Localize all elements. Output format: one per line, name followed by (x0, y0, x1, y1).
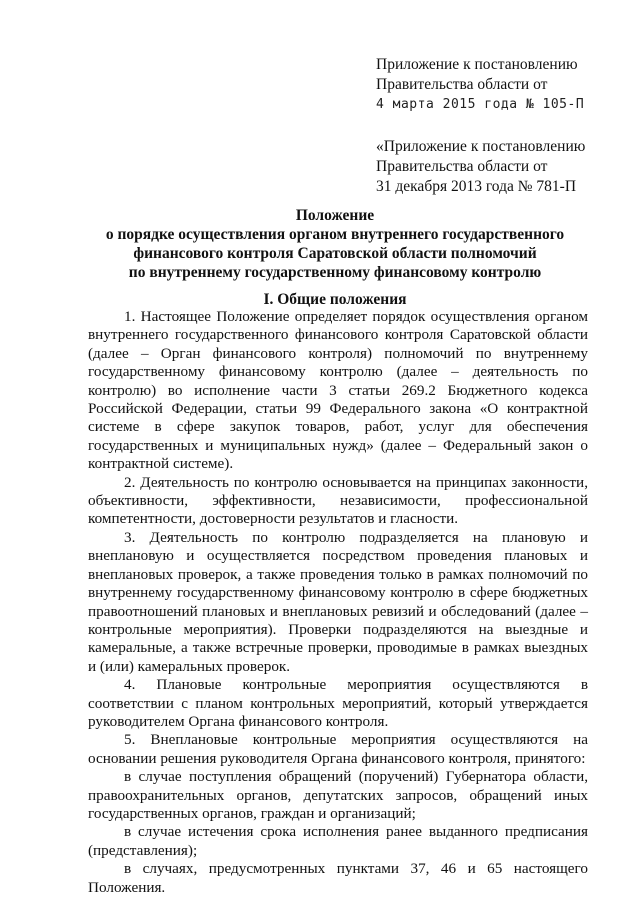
paragraph-5-case-3: в случаях, предусмотренных пунктами 37, 46 и 65 настоящего Положения. (88, 860, 588, 896)
annex-line-1: Приложение к постановлению (376, 56, 578, 73)
paragraph-3: 3. Деятельность по контролю подразделяется на плановую и внеплановую и осуществляется посредством проведения плановых и внеплановых проверок, а также проведения только в рамках полномочий по внутреннему государственному финансовому контролю в сфере бюджетных правоотношений плановых и внеплановых ревизий и обследований (далее – контрольные мероприятия). Проверки подразделяются на выездные и камеральные, а также встречные проверки, проводимые в рамках выездных и (или) камеральных проверок. (88, 528, 588, 675)
annex-header-current (376, 55, 584, 115)
annex-header-original (376, 137, 585, 197)
title-line-1: Положение (295, 207, 375, 224)
paragraph-4: 4. Плановые контрольные мероприятия осуществляются в соответствии с планом контрольных мероприятий, который утверждается руководителем Органа финансового контроля. (88, 676, 588, 730)
paragraph-5: 5. Внеплановые контрольные мероприятия осуществляются на основании решения руководителя Органа финансового контроля, принятого: (88, 731, 588, 767)
title-line-2: о порядке осуществления органом внутреннего государственного (105, 226, 565, 243)
paragraph-2: 2. Деятельность по контролю основывается на принципах законности, объективности, эффективности, независимости, профессиональной компетентности, достоверности результатов и гласности. (88, 473, 588, 528)
paragraph-5-case-2: в случае истечения срока исполнения ранее выданного предписания (представления); (88, 823, 588, 859)
annex-line-2: Правительства области от (376, 76, 548, 93)
annex-original-line-1: «Приложение к постановлению (376, 138, 586, 155)
annex-original-line-3: 31 декабря 2013 года № 781-П (376, 178, 577, 195)
paragraph-5-case-1: в случае поступления обращений (поручений) Губернатора области, правоохранительных органов, депутатских запросов, обращений иных государственных органов, граждан и организаций; (88, 768, 588, 822)
annex-original-line-2: Правительства области от (376, 158, 548, 175)
document-title (40, 206, 630, 282)
title-line-4: по внутреннему государственному финансовому контролю (128, 264, 542, 281)
section-heading: I. Общие положения (263, 291, 407, 308)
document-body (88, 308, 588, 897)
date-stamp: 4 марта 2015 года № 105-П (376, 97, 585, 112)
paragraph-1: 1. Настоящее Положение определяет порядок осуществления органом внутреннего государственного финансового контроля Саратовской области (далее – Орган финансового контроля) полномочий по внутреннему государственному финансовому контролю (далее – деятельность по контролю) во исполнение части 3 статьи 269.2 Бюджетного кодекса Российской Федерации, статьи 99 Федерального закона «О контрактной системе в сфере закупок товаров, работ, услуг для обеспечения государственных и муниципальных нужд» (далее – Федеральный закон о контрактной системе). (88, 308, 588, 473)
title-line-3: финансового контроля Саратовской области полномочий (133, 245, 537, 262)
